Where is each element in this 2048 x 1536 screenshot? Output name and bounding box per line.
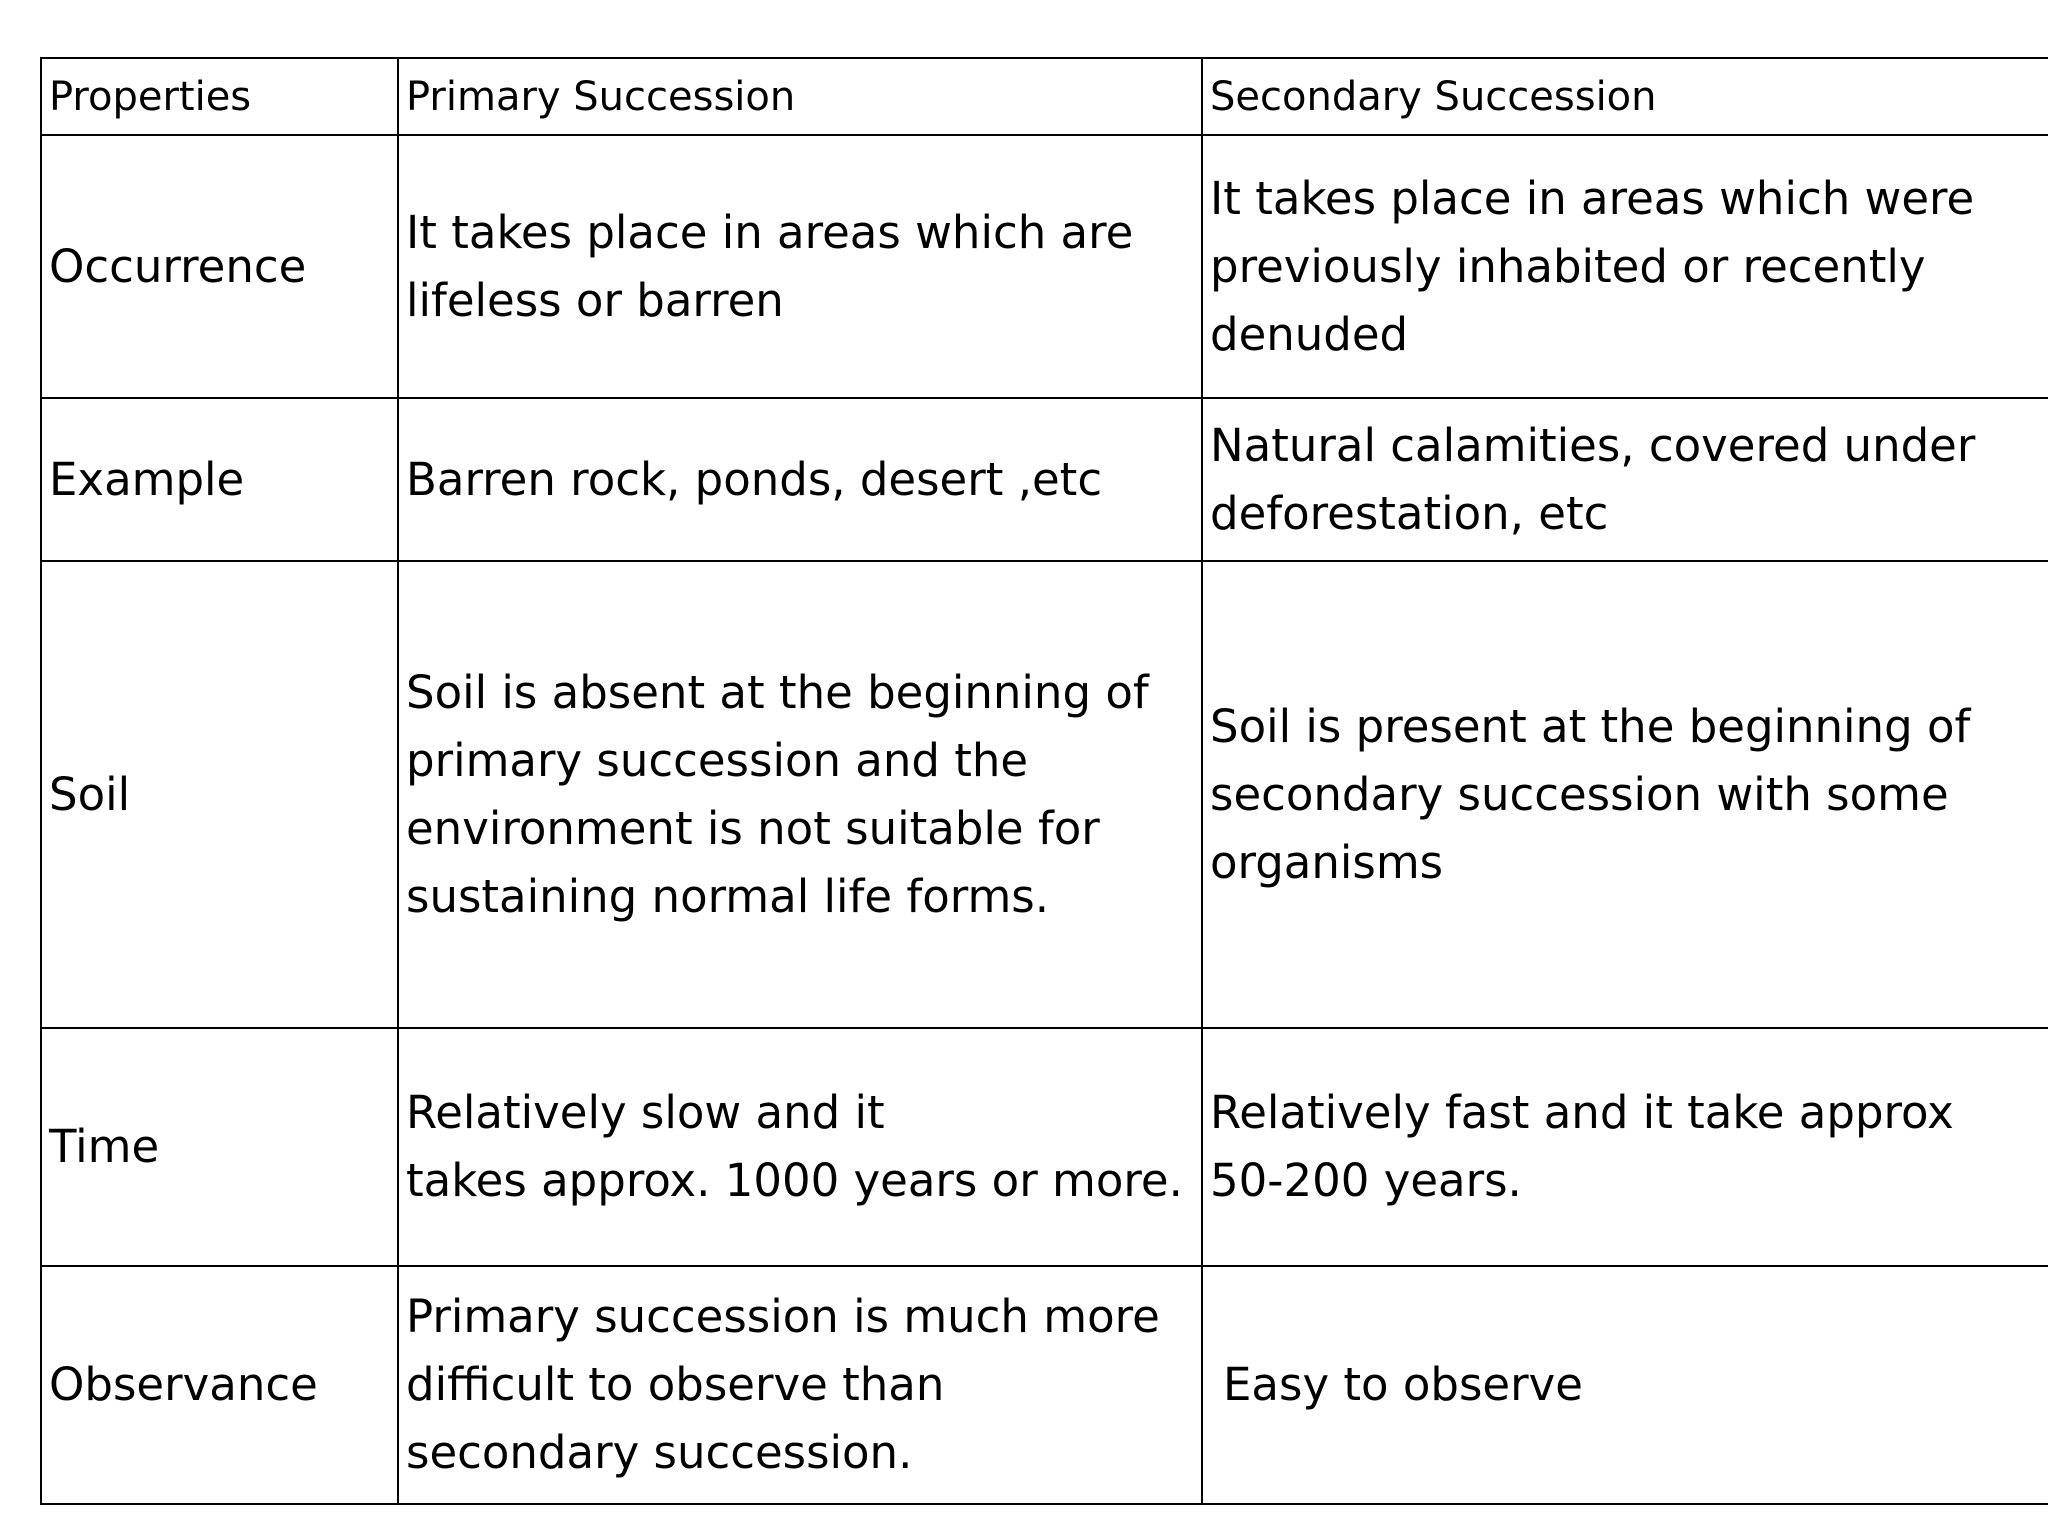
table-row: [41, 561, 2048, 1028]
primary-cell: Relatively slow and it takes approx. 1000 years or more.: [398, 1028, 1202, 1266]
header-secondary-succession: Secondary Succession: [1202, 58, 2048, 135]
table-header-row: [41, 58, 2048, 135]
comparison-table: [40, 57, 2048, 1505]
table-row: [41, 398, 2048, 561]
secondary-cell: Soil is present at the beginning of secondary succession with some organisms: [1202, 561, 2048, 1028]
table-row: [41, 135, 2048, 398]
secondary-cell: Relatively fast and it take approx 50-200 years.: [1202, 1028, 2048, 1266]
table-row: [41, 1028, 2048, 1266]
secondary-cell: Easy to observe: [1202, 1266, 2048, 1504]
table-row: [41, 1266, 2048, 1504]
property-cell: Occurrence: [41, 135, 398, 398]
header-primary-succession: Primary Succession: [398, 58, 1202, 135]
primary-cell: Primary succession is much more difficult to observe than secondary succession.: [398, 1266, 1202, 1504]
primary-cell: Barren rock, ponds, desert ,etc: [398, 398, 1202, 561]
property-cell: Time: [41, 1028, 398, 1266]
secondary-cell: It takes place in areas which were previously inhabited or recently denuded: [1202, 135, 2048, 398]
secondary-cell: Natural calamities, covered under deforestation, etc: [1202, 398, 2048, 561]
property-cell: Example: [41, 398, 398, 561]
primary-cell: It takes place in areas which are lifeless or barren: [398, 135, 1202, 398]
property-cell: Soil: [41, 561, 398, 1028]
primary-cell: Soil is absent at the beginning of primary succession and the environment is not suitable for sustaining normal life forms.: [398, 561, 1202, 1028]
property-cell: Observance: [41, 1266, 398, 1504]
header-properties: Properties: [41, 58, 398, 135]
